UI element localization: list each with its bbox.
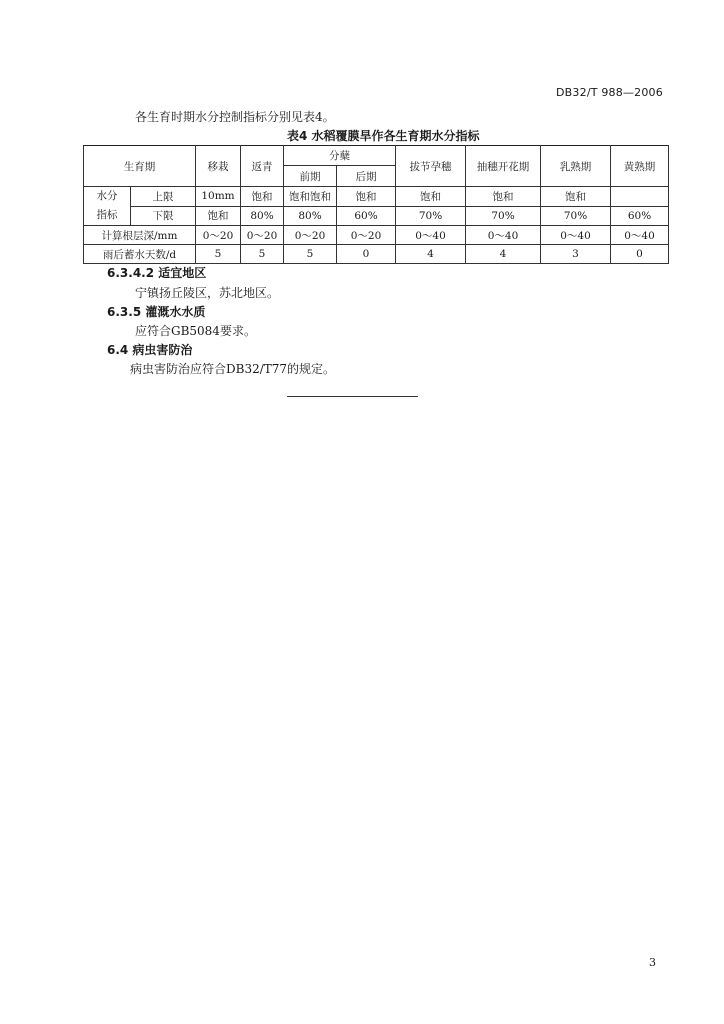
end-rule: [287, 396, 418, 397]
row-label-upper: 上限: [131, 187, 196, 207]
table-cell: 0～40: [611, 226, 669, 245]
table-cell: 5: [196, 245, 241, 264]
table-cell: 60%: [611, 206, 669, 226]
section-heading-water-quality: 6.3.5 灌溉水水质: [107, 305, 206, 319]
section-body-pest-control: 病虫害防治应符合DB32/T77的规定。: [130, 362, 336, 376]
section-heading-pest-control: 6.4 病虫害防治: [107, 343, 193, 357]
table-row-lower: [84, 206, 669, 226]
table-cell: 70%: [541, 206, 611, 226]
table-cell: 5: [284, 245, 337, 264]
table-cell: 0: [611, 245, 669, 264]
row-label-storage-days: 雨后蓄水天数/d: [84, 245, 196, 264]
th-yellow: 黄熟期: [611, 146, 669, 187]
section-heading-suitable-area: 6.3.4.2 适宜地区: [107, 266, 207, 280]
table-row-storage-days: [84, 245, 669, 264]
th-milk: 乳熟期: [541, 146, 611, 187]
water-index-label-line2: 指标: [96, 209, 118, 221]
table-cell: 饱和: [196, 206, 241, 226]
th-tillering: 分蘖: [284, 146, 396, 166]
table-cell: 70%: [396, 206, 466, 226]
table-cell: 0～40: [396, 226, 466, 245]
table-cell: 0～20: [337, 226, 396, 245]
th-heading: 抽穗开花期: [466, 146, 541, 187]
table-cell: 10mm: [196, 187, 241, 207]
table-row-upper: [84, 187, 669, 207]
table-cell: 70%: [466, 206, 541, 226]
table-row-root-depth: [84, 226, 669, 245]
th-transplant: 移栽: [196, 146, 241, 187]
document-code: DB32/T 988—2006: [556, 86, 663, 99]
th-jointing: 拔节孕穗: [396, 146, 466, 187]
table-cell: 饱和: [396, 187, 466, 207]
table-cell: 0～20: [284, 226, 337, 245]
table-title: 表4 水稻覆膜旱作各生育期水分指标: [287, 129, 480, 143]
row-label-lower: 下限: [131, 206, 196, 226]
row-label-root-depth: 计算根层深/mm: [84, 226, 196, 245]
water-index-label: [84, 187, 131, 226]
table-cell: 3: [541, 245, 611, 264]
table-cell: 饱和: [541, 187, 611, 207]
table-cell: 60%: [337, 206, 396, 226]
page-number: 3: [649, 956, 656, 969]
intro-text: 各生育时期水分控制指标分别见表4。: [135, 110, 335, 124]
table-cell: 0～40: [466, 226, 541, 245]
water-index-table: [83, 145, 669, 264]
table-cell: 0～20: [241, 226, 284, 245]
header-row: [84, 146, 669, 166]
table-cell: 80%: [284, 206, 337, 226]
table-cell: 0～20: [196, 226, 241, 245]
table-cell: 80%: [241, 206, 284, 226]
section-body-water-quality: 应符合GB5084要求。: [135, 324, 256, 338]
table-cell: 5: [241, 245, 284, 264]
th-tillering-late: 后期: [337, 166, 396, 187]
table-cell: 饱和: [337, 187, 396, 207]
table-cell: 0: [337, 245, 396, 264]
table-cell: 4: [466, 245, 541, 264]
water-index-label-line1: 水分: [96, 190, 118, 202]
th-tillering-early: 前期: [284, 166, 337, 187]
table-cell-empty: [611, 187, 669, 207]
th-stage: 生育期: [84, 146, 196, 187]
th-regreen: 返青: [241, 146, 284, 187]
section-body-suitable-area: 宁镇扬丘陵区，苏北地区。: [135, 286, 280, 300]
table-cell: 饱和: [466, 187, 541, 207]
table-cell: 4: [396, 245, 466, 264]
table-cell: 0～40: [541, 226, 611, 245]
table-cell: 饱和饱和: [284, 187, 337, 207]
table-cell: 饱和: [241, 187, 284, 207]
